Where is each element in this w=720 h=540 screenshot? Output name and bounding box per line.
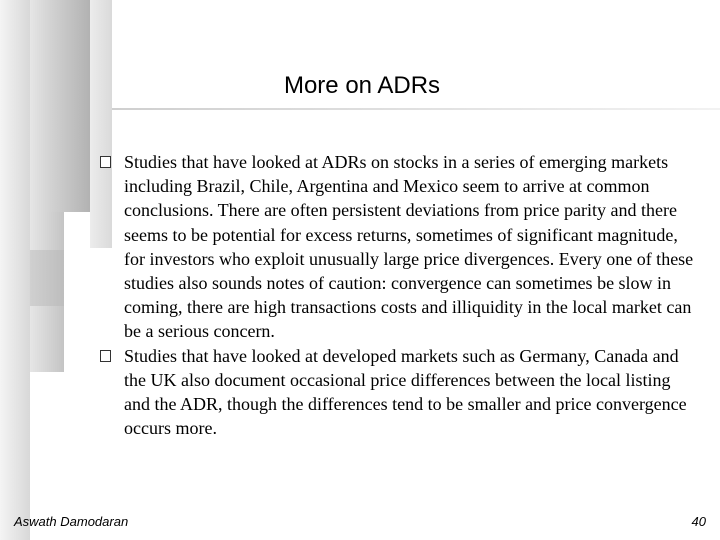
title-divider [112,108,720,110]
bullet-item [96,150,700,344]
bullet-text: Studies that have looked at developed markets such as Germany, Canada and the UK also document occasional price differences between the local listing and the ADR, though the differences tend to be smaller and price convergence occurs more. [124,345,687,439]
bullet-list [96,150,700,440]
bullet-text: Studies that have looked at ADRs on stocks in a series of emerging markets including Brazil, Chile, Argentina and Mexico seem to arrive at common conclusions. There are often persistent deviations from price parity and there seems to be potential for excess returns, sometimes of significant magnitude, for investors who exploit unusually large price divergences. Every one of these studies also sounds notes of caution: convergence can sometimes be slow in coming, there are high transactions costs and illiquidity in the local market can be a serious concern. [124,152,694,342]
decor-bar [0,0,30,540]
square-bullet-icon [100,350,111,362]
bullet-item [96,344,700,441]
footer-author: Aswath Damodaran [14,514,129,529]
slide-title: More on ADRs [283,72,441,99]
page-number: 40 [691,514,706,529]
decor-bar [30,250,64,306]
decor-bar [46,0,90,212]
square-bullet-icon [100,156,111,168]
